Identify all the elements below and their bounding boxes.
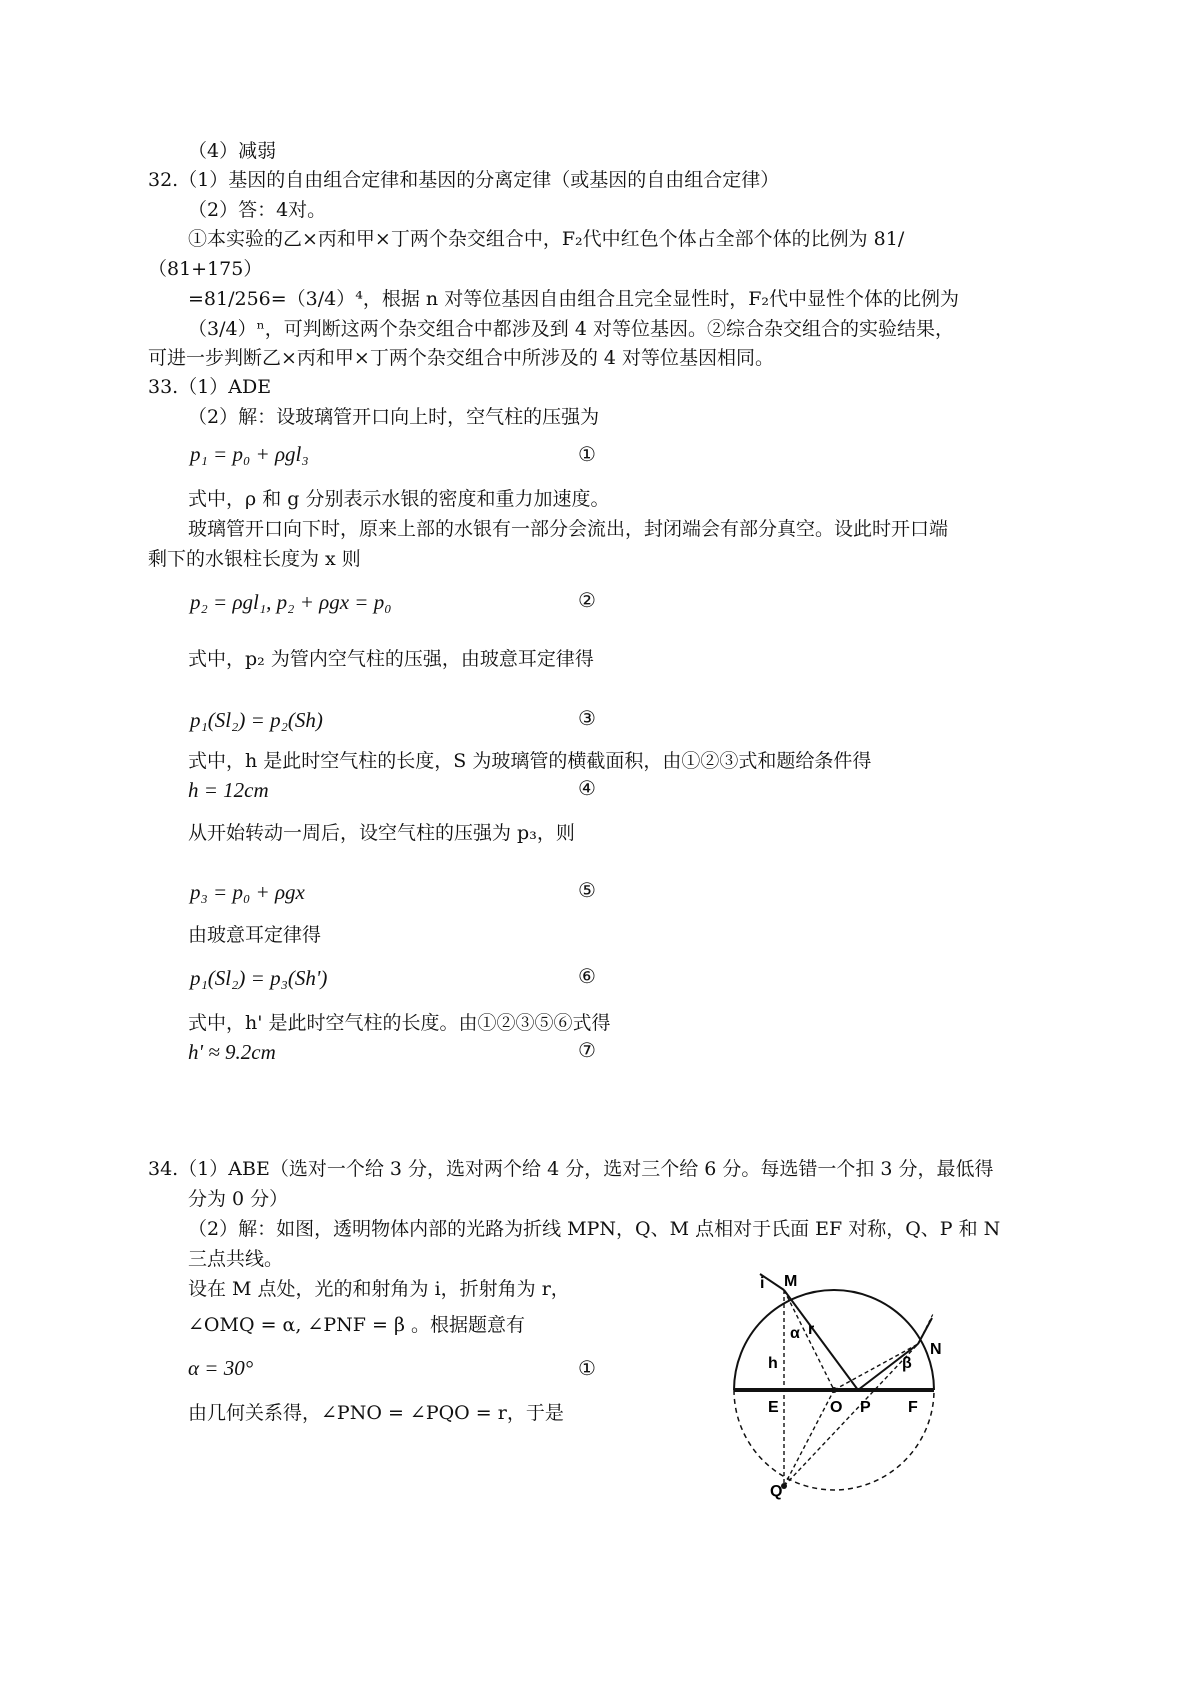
explain-rho-g: 式中，ρ 和 g 分别表示水银的密度和重力加速度。 xyxy=(188,488,610,510)
equation-number-6: ⑥ xyxy=(578,964,596,988)
label-q: Q xyxy=(770,1483,783,1500)
line-qn xyxy=(784,1344,918,1486)
label-r: r xyxy=(808,1321,815,1338)
answer-34-2-cont: 三点共线。 xyxy=(188,1248,284,1270)
equation-number-2: ② xyxy=(578,588,596,612)
answer-32-text-d: （3/4）ⁿ，可判断这两个杂交组合中都涉及到 4 对等位基因。②综合杂交组合的实验结果， xyxy=(188,318,954,340)
answer-33-1: 33.（1）ADE xyxy=(148,376,272,398)
label-i: i xyxy=(760,1275,765,1292)
explain-h: 式中，h 是此时空气柱的长度，S 为玻璃管的横截面积，由①②③式和题给条件得 xyxy=(188,750,872,772)
answer-34-setup: 设在 M 点处，光的和射角为 i，折射角为 r， xyxy=(188,1278,570,1300)
equation-number-5: ⑤ xyxy=(578,878,596,902)
explain-p2: 式中，p₂ 为管内空气柱的压强，由玻意耳定律得 xyxy=(188,648,594,670)
answer-32-text-a: ①本实验的乙×丙和甲×丁两个杂交组合中，F₂代中红色个体占全部个体的比例为 81/ xyxy=(188,228,905,250)
label-p: P xyxy=(860,1399,871,1416)
line-qo xyxy=(784,1390,834,1486)
answer-31-4: （4）减弱 xyxy=(188,140,277,162)
equation-number-1: ① xyxy=(578,442,596,466)
explain-boyle: 由玻意耳定律得 xyxy=(188,924,322,946)
equation-3: p₁(Sl₂) = p₂(Sh) xyxy=(190,708,323,732)
equation-number-7: ⑦ xyxy=(578,1038,596,1062)
equation-4: h = 12cm xyxy=(188,778,269,802)
answer-34-1: 34.（1）ABE（选对一个给 3 分，选对两个给 4 分，选对三个给 6 分。每选错一个扣 3 分，最低得 xyxy=(148,1158,994,1180)
equation-number-4: ④ xyxy=(578,776,596,800)
equation-5: p₃ = p₀ + ρgx xyxy=(190,880,305,904)
answer-32-text-e: 可进一步判断乙×丙和甲×丁两个杂交组合中所涉及的 4 对等位基因相同。 xyxy=(148,347,775,369)
equation-7: h' ≈ 9.2cm xyxy=(188,1040,276,1064)
answer-33-2: （2）解：设玻璃管开口向上时，空气柱的压强为 xyxy=(188,406,600,428)
label-e: E xyxy=(768,1399,779,1416)
equation-6: p₁(Sl₂) = p₃(Sh') xyxy=(190,966,328,990)
point-o xyxy=(831,1387,837,1393)
answer-32-1: 32.（1）基因的自由组合定律和基因的分离定律（或基因的自由组合定律） xyxy=(148,169,780,191)
explain-down-a: 玻璃管开口向下时，原来上部的水银有一部分会流出，封闭端会有部分真空。设此时开口端 xyxy=(188,518,949,540)
answer-34-1-cont: 分为 0 分） xyxy=(188,1188,289,1210)
answer-32-2: （2）答：4对。 xyxy=(188,199,327,221)
explain-h-prime: 式中，h' 是此时空气柱的长度。由①②③⑤⑥式得 xyxy=(188,1012,611,1034)
equation-8: α = 30° xyxy=(188,1356,254,1380)
answer-34-angles: ∠OMQ = α, ∠PNF = β 。根据题意有 xyxy=(188,1314,525,1336)
equation-number-8: ① xyxy=(578,1356,596,1380)
explain-p3: 从开始转动一周后，设空气柱的压强为 p₃，则 xyxy=(188,822,575,844)
label-alpha: α xyxy=(790,1325,800,1342)
label-beta: β xyxy=(902,1355,912,1372)
label-o: O xyxy=(830,1399,843,1416)
label-f: F xyxy=(908,1399,918,1416)
label-n: N xyxy=(930,1341,942,1358)
optics-diagram xyxy=(720,1268,960,1500)
answer-32-text-c: =81/256=（3/4）⁴，根据 n 对等位基因自由组合且完全显性时，F₂代中显性个体的比例为 xyxy=(188,288,959,310)
label-m: M xyxy=(784,1273,798,1290)
answer-32-text-b: （81+175） xyxy=(148,258,263,280)
explain-down-b: 剩下的水银柱长度为 x 则 xyxy=(148,548,361,570)
circle-upper-arc xyxy=(734,1290,934,1390)
equation-number-3: ③ xyxy=(578,706,596,730)
equation-1: p₁ = p₀ + ρgl₃ xyxy=(190,442,309,466)
label-h: h xyxy=(768,1355,778,1372)
answer-34-2: （2）解：如图，透明物体内部的光路为折线 MPN，Q、M 点相对于氏面 EF 对称，Q、P 和 N xyxy=(188,1218,1001,1240)
equation-2: p₂ = ρgl₁, p₂ + ρgx = p₀ xyxy=(190,590,392,614)
answer-34-geometry: 由几何关系得，∠PNO = ∠PQO = r，于是 xyxy=(188,1402,564,1424)
